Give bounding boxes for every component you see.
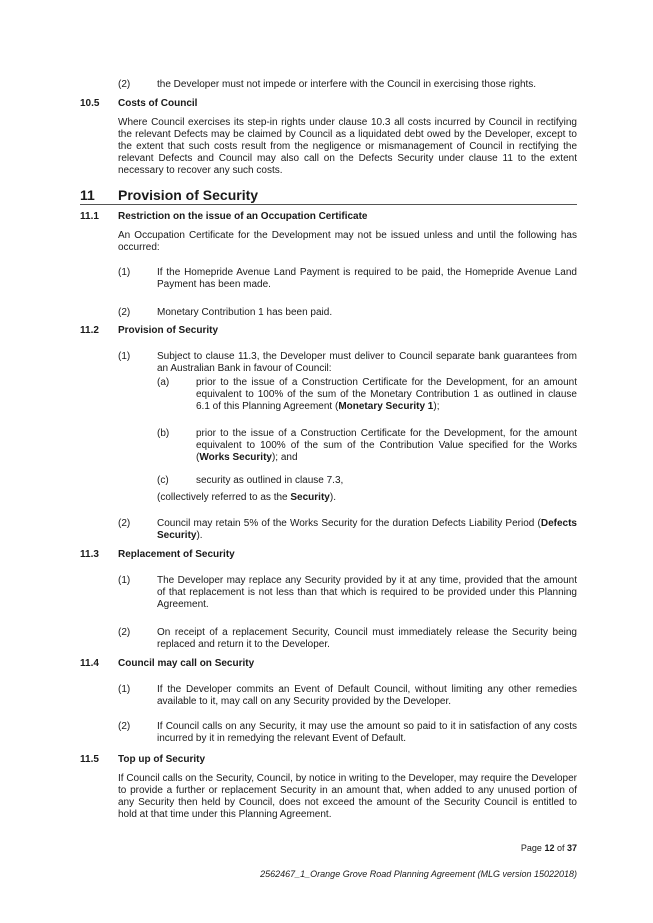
defined-term: Monetary Security 1 bbox=[338, 401, 434, 412]
list-item-text: If Council calls on any Security, it may use the amount so paid to it in satisfaction of any costs incurred by it in remedying the relevant Event of Default. bbox=[157, 721, 577, 744]
document-reference: 2562467_1_Orange Grove Road Planning Agreement (MLG version 15022018) bbox=[260, 869, 577, 879]
section-heading: Replacement of Security bbox=[118, 549, 235, 560]
list-item-text: On receipt of a replacement Security, Council must immediately release the Security being replaced and return it to the Developer. bbox=[157, 627, 577, 650]
list-item-text: the Developer must not impede or interfere with the Council in exercising those rights. bbox=[157, 79, 537, 90]
sub-list-item: prior to the issue of a Construction Certificate for the Development, for an amount equivalent to 100% of the sum of the Monetary Contribution 1 as outlined in clause 6.1 of this Planning Agreement (Monetary Security 1); bbox=[196, 377, 577, 412]
sub-list-letter: (b) bbox=[157, 428, 170, 439]
defined-term: Defects Security bbox=[157, 518, 577, 541]
list-number: (2) bbox=[118, 627, 131, 638]
section-heading: Costs of Council bbox=[118, 98, 198, 109]
sub-list-item: security as outlined in clause 7.3, bbox=[196, 475, 344, 486]
list-item-text: Subject to clause 11.3, the Developer must deliver to Council separate bank guarantees from an Australian Bank in favour of Council: bbox=[157, 351, 577, 374]
list-number: (2) bbox=[118, 518, 131, 529]
sub-list-item: prior to the issue of a Construction Certificate for the Development, for the amount equivalent to 100% of the sum of the Contribution Value specified for the Works (Works Security); and bbox=[196, 428, 577, 463]
list-item-text: Council may retain 5% of the Works Security for the duration Defects Liability Period (Defects Security). bbox=[157, 518, 577, 541]
section-number: 11.5 bbox=[80, 754, 99, 765]
section-body: If Council calls on the Security, Council, by notice in writing to the Developer, may require the Developer to provide a further or replacement Security in an amount that, when added to any unused portion of any Security then held by Council, does not exceed the amount of the Security Council is entitled to hold at that time under this Planning Agreement. bbox=[118, 773, 577, 820]
list-number: (1) bbox=[118, 267, 131, 278]
list-number: (1) bbox=[118, 575, 131, 586]
list-number: (1) bbox=[118, 351, 131, 362]
list-item-text: The Developer may replace any Security provided by it at any time, provided that the amount of that replacement is not less than that which is required to be provided under this Planning Agreement. bbox=[157, 575, 577, 610]
section-number: 11.1 bbox=[80, 211, 99, 222]
heading-rule bbox=[80, 204, 577, 205]
collective-definition: (collectively referred to as the Security). bbox=[157, 492, 336, 503]
section-number: 11.4 bbox=[80, 658, 99, 669]
list-number: (1) bbox=[118, 684, 131, 695]
section-body: Where Council exercises its step-in rights under clause 10.3 all costs incurred by Council in rectifying the relevant Defects may be claimed by Council as a liquidated debt owed by the Developer, except to the extent that such costs result from the negligence or mismanagement of Council in rectifying the relevant Defects and Council may also call on the Defects Security under clause 11 to the extent necessary to recover any such costs. bbox=[118, 117, 577, 176]
list-item-text: Monetary Contribution 1 has been paid. bbox=[157, 307, 333, 318]
page-number: Page 12 of 37 bbox=[520, 843, 577, 853]
list-number: (2) bbox=[118, 721, 131, 732]
section-number: 11.2 bbox=[80, 325, 99, 336]
section-heading: Provision of Security bbox=[118, 325, 219, 336]
list-number: (2) bbox=[118, 79, 131, 90]
defined-term: Works Security bbox=[199, 452, 272, 463]
list-item-text: If the Homepride Avenue Land Payment is required to be paid, the Homepride Avenue Land Payment has been made. bbox=[157, 267, 577, 290]
list-item-text: If the Developer commits an Event of Default Council, without limiting any other remedies available to it, may call on any Security provided by the Developer. bbox=[157, 684, 577, 707]
defined-term: Security bbox=[290, 492, 330, 503]
section-body: An Occupation Certificate for the Development may not be issued unless and until the following has occurred: bbox=[118, 230, 577, 253]
section-number: 11.3 bbox=[80, 549, 99, 560]
sub-list-letter: (a) bbox=[157, 377, 170, 388]
clause-number: 11 bbox=[80, 187, 95, 203]
sub-list-letter: (c) bbox=[157, 475, 169, 486]
section-heading: Council may call on Security bbox=[118, 658, 255, 669]
clause-heading: Provision of Security bbox=[118, 187, 259, 203]
section-number: 10.5 bbox=[80, 98, 100, 109]
section-heading: Restriction on the issue of an Occupation Certificate bbox=[118, 211, 368, 222]
list-number: (2) bbox=[118, 307, 131, 318]
section-heading: Top up of Security bbox=[118, 754, 206, 765]
